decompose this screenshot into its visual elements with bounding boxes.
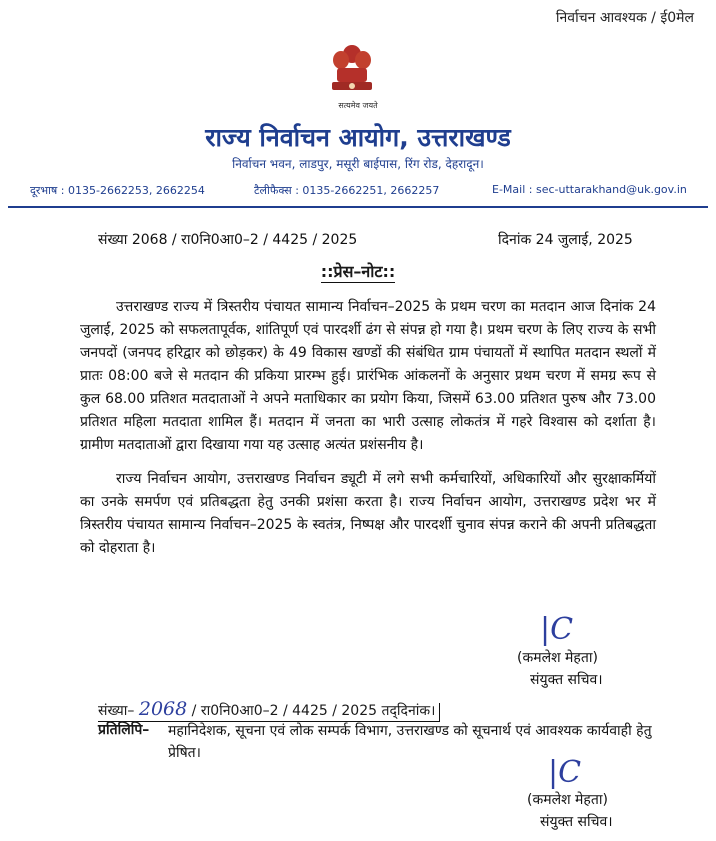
signatory-name: (कमलेश मेहता) bbox=[517, 650, 598, 666]
emblem-motto: सत्यमेव जयते bbox=[338, 101, 378, 110]
signature-mark-2: |C bbox=[548, 755, 582, 790]
copy-text: महानिदेशक, सूचना एवं लोक सम्पर्क विभाग, उत्तराखण्ड को सूचनार्थ एवं आवश्यक कार्यवाही हेतु प्रेषित। bbox=[168, 723, 652, 761]
copy-label: प्रतिलिपि– bbox=[98, 722, 150, 738]
phone-number: दूरभाष : 0135-2662253, 2662254 bbox=[30, 184, 205, 197]
paragraph-2: राज्य निर्वाचन आयोग, उत्तराखण्ड निर्वाचन ड्यूटी में लगे सभी कर्मचारियों, अधिकारियों और सुरक्षाकर्मियों का उनके समर्पण एवं प्रतिबद्धता हेतु उनकी प्रशंसा करता है। राज्य निर्वाचन आयोग, उत्तराखण्ड प्रदेश भर में त्रिस्तरीय पंचायत सामान्य निर्वाचन–2025 के स्वतंत्र, निष्पक्ष और पारदर्शी चुनाव संपन्न कराने की अपनी प्रतिबद्धता को दोहराता है। bbox=[80, 471, 656, 556]
copy-ref-label: संख्या– bbox=[98, 703, 135, 719]
press-note-title: ::प्रेस–नोट:: bbox=[320, 262, 396, 281]
signatory-designation-2: संयुक्त सचिव। bbox=[540, 814, 613, 830]
reference-number: संख्या 2068 / रा0नि0आ0–2 / 4425 / 2025 bbox=[98, 232, 358, 248]
dispatch-note: निर्वाचन आवश्यक / ई0मेल bbox=[555, 10, 694, 26]
fax-number: टैलीफैक्स : 0135-2662251, 2662257 bbox=[254, 184, 440, 197]
press-note-heading bbox=[0, 260, 716, 282]
letterhead-divider bbox=[8, 206, 708, 208]
press-note-body bbox=[80, 296, 656, 571]
state-emblem-icon bbox=[322, 40, 382, 98]
email-address: E-Mail : sec-uttarakhand@uk.gov.in bbox=[492, 183, 687, 196]
signatory-name-2: (कमलेश मेहता) bbox=[527, 792, 608, 808]
paragraph-1: उत्तराखण्ड राज्य में त्रिस्तरीय पंचायत सामान्य निर्वाचन–2025 के प्रथम चरण का मतदान आज दिनांक 24 जुलाई, 2025 को सफलतापूर्वक, शांतिपूर्ण एवं पारदर्शी ढंग से संपन्न हो गया है। प्रथम चरण के लिए राज्य के सभी जनपदों (जनपद हरिद्वार को छोड़कर) के 49 विकास खण्डों की संबंधित ग्राम पंचायतों में स्थापित मतदान स्थलों में प्रातः 08:00 बजे से मतदान की प्रकिया प्रारम्भ हुई। प्रारंभिक आंकलनों के अनुसार प्रथम चरण में समग्र रूप से कुल 68.00 प्रतिशत मतदाताओं ने अपने मताधिकार का प्रयोग किया, जिसमें 63.00 प्रतिशत पुरुष और 73.00 प्रतिशत महिला मतदाता शामिल हैं। मतदान में जनता का भारी उत्साह लोकतंत्र में गहरे विश्वास को दर्शाता है। ग्रामीण मतदाताओं द्वारा दिखाया गया यह उत्साह अत्यंत प्रशंसनीय है। bbox=[80, 299, 656, 453]
copy-ref-rest: / रा0नि0आ0–2 / 4425 / 2025 तद्‌दिनांक। bbox=[191, 703, 436, 719]
reference-date: दिनांक 24 जुलाई, 2025 bbox=[498, 232, 633, 248]
signature-mark: |C bbox=[540, 612, 574, 647]
office-address: निर्वाचन भवन, लाडपुर, मसूरी बाईपास, रिंग रोड, देहरादून। bbox=[232, 157, 484, 171]
signatory-designation: संयुक्त सचिव। bbox=[530, 672, 603, 688]
copy-reference bbox=[98, 698, 440, 720]
copy-ref-number: 2068 bbox=[138, 698, 188, 720]
page-title: राज्य निर्वाचन आयोग, उत्तराखण्ड bbox=[205, 123, 511, 152]
